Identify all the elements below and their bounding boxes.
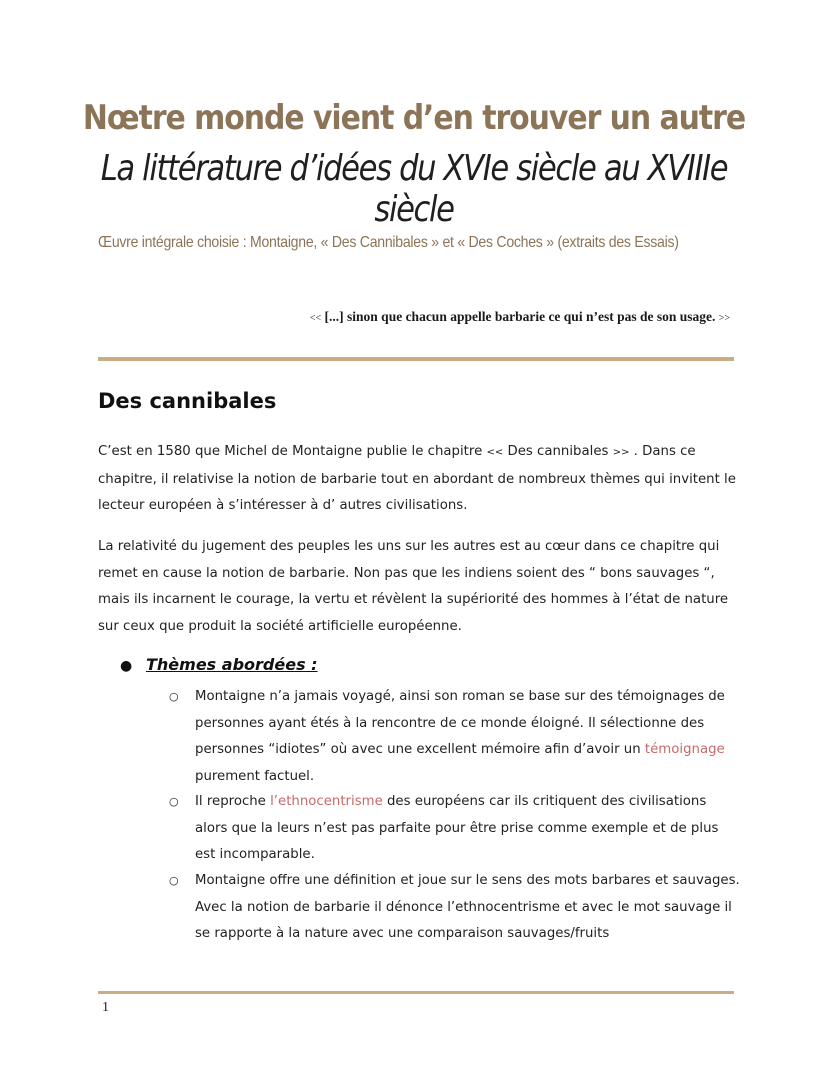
circle-bullet-icon: ○ (169, 690, 179, 703)
paragraph-1-close-mark: >> (612, 447, 630, 458)
list-item-text-b: des européens car ils critiquent des civilisations alors que la leurs n’est pas parfaite pour être prise comme exemple et de plus est incomparable. (195, 794, 719, 862)
list-item (169, 789, 740, 869)
page-number: 1 (102, 1000, 109, 1015)
top-divider (98, 357, 734, 361)
circle-bullet-icon: ○ (169, 874, 179, 887)
list-item-text-a: Montaigne n’a jamais voyagé, ainsi son roman se base sur des témoignages de personnes ayant étés à la rencontre de ce monde éloigné. Il sélectionne des personnes “idiotes” où avec une excellent mémoire afin d’avoir un (195, 689, 725, 757)
list-item (169, 684, 740, 790)
list-item-text: Montaigne offre une définition et joue sur le sens des mots barbares et sauvages. Avec la notion de barbarie il dénonce l’ethnocentrisme et avec le mot sauvage il se rapporte à la nature avec une comparaison sauvages/fruits (195, 873, 740, 941)
quote-open-mark: << (309, 313, 322, 324)
title-line-2: La littérature d’idées du XVIe siècle au XVIIIe siècle (100, 148, 728, 230)
themes-label: Thèmes abordées : (146, 655, 318, 674)
themes-bullet (120, 655, 318, 674)
ethnocentrisme-link[interactable]: l’ethnocentrisme (270, 794, 383, 809)
list-item-text-a: Il reproche (195, 794, 271, 809)
title-line-1: Nœtre monde vient d’en trouver un autre (82, 98, 746, 138)
quote-text: [...] sinon que chacun appelle barbarie ce qui n’est pas de son usage. (324, 309, 716, 324)
paragraph-1-part-b: Des cannibales (503, 444, 613, 459)
list-item (169, 868, 740, 948)
paragraph-1-open-mark: << (486, 447, 504, 458)
subtitle: Œuvre intégrale choisie : Montaigne, « Des Cannibales » et « Des Coches » (extraits des Essais) (98, 234, 679, 251)
list-item-text-b: purement factuel. (195, 768, 315, 784)
paragraph-1-part-a: C’est en 1580 que Michel de Montaigne publie le chapitre (98, 444, 487, 459)
paragraph-1 (98, 439, 738, 520)
bullet-dot-icon: ● (120, 658, 133, 674)
circle-bullet-icon: ○ (169, 795, 179, 808)
quote-close-mark: >> (718, 313, 730, 324)
epigraph-quote (310, 309, 730, 325)
temoignage-link[interactable]: témoignage (644, 742, 725, 757)
bottom-divider (98, 991, 734, 994)
paragraph-2: La relativité du jugement des peuples les uns sur les autres est au cœur dans ce chapitre qui remet en cause la notion de barbarie. Non pas que les indiens soient des “ bons sauvages “, mais ils incarnent le courage, la vertu et révèlent la supériorité des hommes à l’état de nature sur ceux que produit la société artificielle européenne. (98, 539, 729, 634)
section-heading: Des cannibales (98, 389, 277, 413)
paragraph-1-part-c: . Dans ce chapitre, il relativise la notion de barbarie tout en abordant de nombreux thèmes qui invitent le lecteur européen à s’intéresser à d’ autres civilisations. (98, 444, 736, 513)
